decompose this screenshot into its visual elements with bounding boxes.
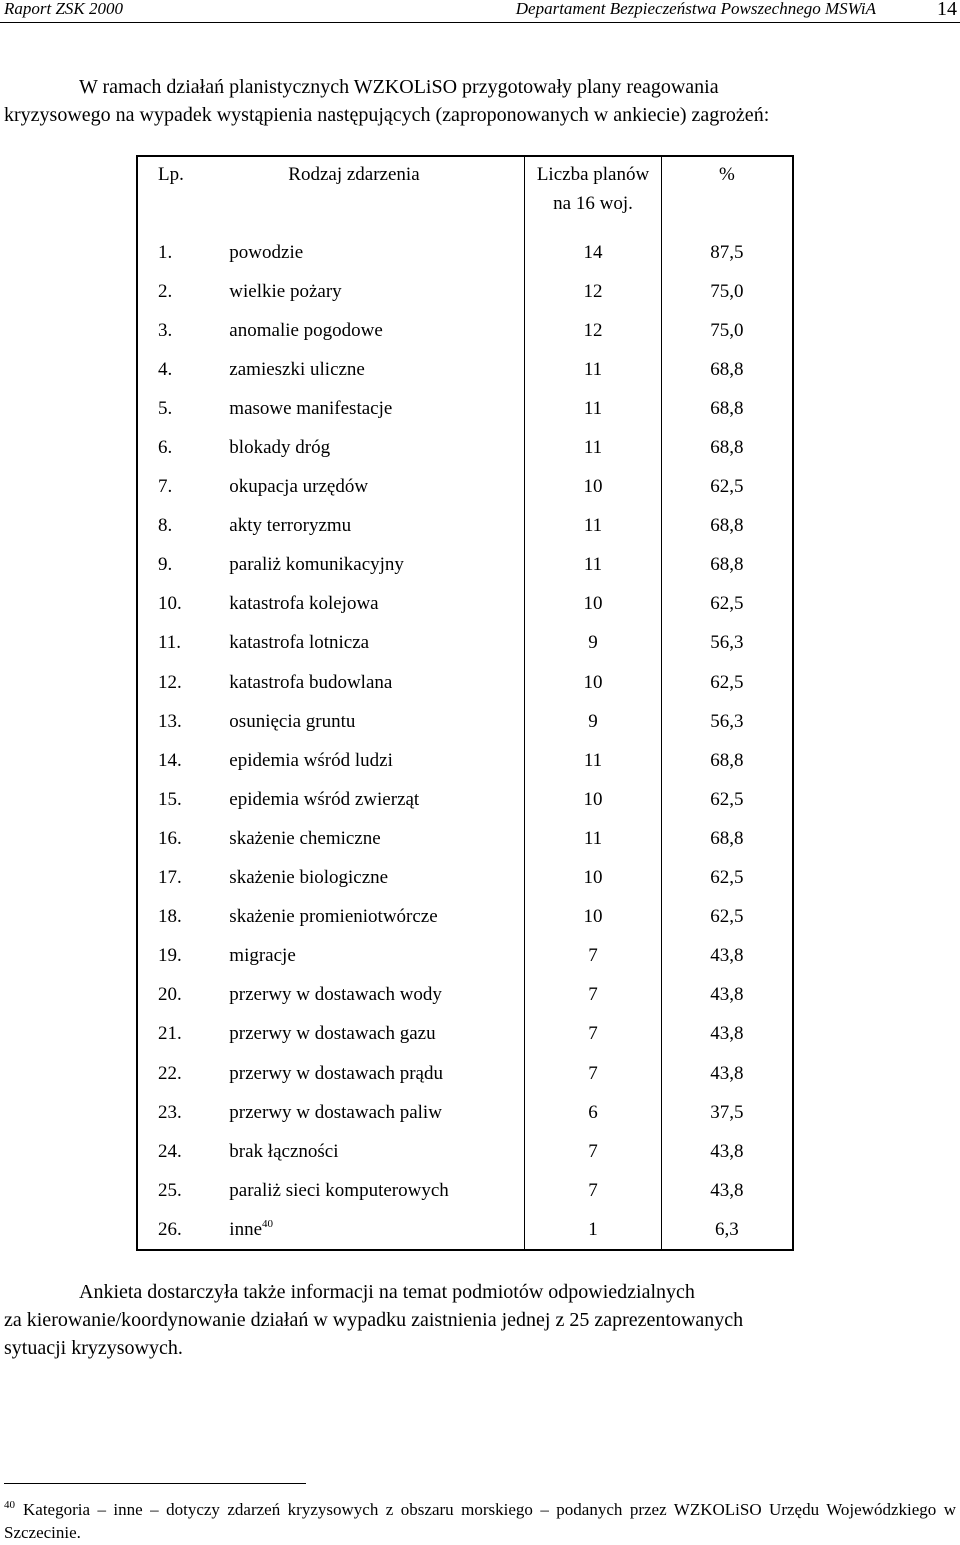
footnote-text: Kategoria – inne – dotyczy zdarzeń kryzysowych z obszaru morskiego – podanych przez WZKOLiSO Urzędu Wojewódzkiego w Szczecinie. <box>4 1500 956 1542</box>
row-plan-count: 12 <box>525 272 662 311</box>
row-percent: 68,8 <box>710 827 744 849</box>
row-lp: 17. <box>158 867 182 889</box>
row-percent: 68,8 <box>710 554 744 576</box>
body-paragraph <box>4 1278 956 1362</box>
row-plan-count: 7 <box>525 1015 662 1054</box>
table-row <box>137 1093 793 1132</box>
row-plan-count: 10 <box>525 585 662 624</box>
row-percent: 62,5 <box>710 476 744 498</box>
table-row <box>137 311 793 350</box>
footnote-separator <box>4 1483 306 1484</box>
table-row <box>137 624 793 663</box>
row-plan-count: 11 <box>525 741 662 780</box>
row-percent: 43,8 <box>710 1023 744 1045</box>
row-percent: 68,8 <box>710 749 744 771</box>
row-lp: 20. <box>158 984 182 1006</box>
row-lp: 24. <box>158 1140 182 1162</box>
row-event-name: przerwy w dostawach paliw <box>226 1093 524 1132</box>
row-event-name: skażenie biologiczne <box>226 859 524 898</box>
table-row <box>137 663 793 702</box>
table-row <box>137 585 793 624</box>
row-plan-count: 10 <box>525 663 662 702</box>
row-event-name: epidemia wśród zwierząt <box>226 780 524 819</box>
row-event-name: katastrofa budowlana <box>226 663 524 702</box>
row-event-name: przerwy w dostawach gazu <box>226 1015 524 1054</box>
table-row <box>137 898 793 937</box>
table-row <box>137 507 793 546</box>
row-event-name: zamieszki uliczne <box>226 350 524 389</box>
table-row <box>137 272 793 311</box>
table-row <box>137 1054 793 1093</box>
row-percent: 56,3 <box>710 632 744 654</box>
row-lp: 12. <box>158 671 182 693</box>
table-row <box>137 1015 793 1054</box>
row-lp: 5. <box>158 397 173 419</box>
row-percent: 75,0 <box>710 280 744 302</box>
row-lp: 13. <box>158 710 182 732</box>
row-event-name: akty terroryzmu <box>226 507 524 546</box>
department-name: Departament Bezpieczeństwa Powszechnego MSWiA <box>515 0 876 18</box>
row-lp: 10. <box>158 593 182 615</box>
row-percent: 62,5 <box>710 593 744 615</box>
row-lp: 4. <box>158 358 173 380</box>
row-lp: 1. <box>158 241 173 263</box>
row-lp: 2. <box>158 280 173 302</box>
row-lp: 22. <box>158 1062 182 1084</box>
row-lp: 16. <box>158 827 182 849</box>
intro-line-1: W ramach działań planistycznych WZKOLiSO przygotowały plany reagowania <box>79 76 719 98</box>
row-percent: 75,0 <box>710 319 744 341</box>
row-plan-count: 6 <box>525 1093 662 1132</box>
row-lp: 15. <box>158 788 182 810</box>
row-plan-count: 9 <box>525 624 662 663</box>
row-percent: 87,5 <box>710 241 744 263</box>
footnote <box>4 1494 956 1544</box>
row-plan-count: 11 <box>525 389 662 428</box>
row-event-name: przerwy w dostawach prądu <box>226 1054 524 1093</box>
row-plan-count: 11 <box>525 819 662 858</box>
row-percent: 43,8 <box>710 945 744 967</box>
row-event-name: migracje <box>226 937 524 976</box>
row-event-name: skażenie chemiczne <box>226 819 524 858</box>
table-row <box>137 389 793 428</box>
table-row <box>137 937 793 976</box>
row-percent: 68,8 <box>710 437 744 459</box>
header-plan-count: Liczba planów <box>525 156 662 193</box>
row-plan-count: 10 <box>525 898 662 937</box>
crisis-plans-table <box>136 155 794 1251</box>
table-row <box>137 1132 793 1171</box>
row-plan-count: 11 <box>525 350 662 389</box>
header-plan-count-sub: na 16 woj. <box>525 193 662 233</box>
row-percent: 43,8 <box>710 1140 744 1162</box>
row-event-name: epidemia wśród ludzi <box>226 741 524 780</box>
row-lp: 11. <box>158 632 182 654</box>
row-event-name: brak łączności <box>226 1132 524 1171</box>
row-plan-count: 7 <box>525 937 662 976</box>
row-event-name: osunięcia gruntu <box>226 702 524 741</box>
row-event-name: przerwy w dostawach wody <box>226 976 524 1015</box>
row-plan-count: 7 <box>525 1171 662 1210</box>
row-plan-count: 1 <box>525 1210 662 1250</box>
row-lp: 3. <box>158 319 173 341</box>
header-percent: % <box>719 164 735 185</box>
row-plan-count: 9 <box>525 702 662 741</box>
row-lp: 8. <box>158 515 173 537</box>
row-event-name: skażenie promieniotwórcze <box>226 898 524 937</box>
row-percent: 62,5 <box>710 906 744 928</box>
table-row <box>137 976 793 1015</box>
page-number: 14 <box>937 0 957 20</box>
row-lp: 26. <box>158 1218 182 1240</box>
table-row <box>137 819 793 858</box>
row-plan-count: 12 <box>525 311 662 350</box>
row-lp: 14. <box>158 749 182 771</box>
row-event-name: paraliż komunikacyjny <box>226 546 524 585</box>
header-lp: Lp. <box>158 164 184 185</box>
row-event-name: okupacja urzędów <box>226 468 524 507</box>
row-percent: 68,8 <box>710 358 744 380</box>
page-header <box>0 0 960 23</box>
para-line-2: za kierowanie/koordynowanie działań w wypadku zaistnienia jednej z 25 zaprezentowanych <box>4 1309 744 1331</box>
row-lp: 21. <box>158 1023 182 1045</box>
row-event-name: inne$^{40}$ <box>226 1210 524 1250</box>
row-plan-count: 7 <box>525 976 662 1015</box>
row-percent: 62,5 <box>710 867 744 889</box>
row-plan-count: 11 <box>525 507 662 546</box>
row-plan-count: 10 <box>525 859 662 898</box>
intro-line-2: kryzysowego na wypadek wystąpienia następujących (zaproponowanych w ankiecie) zagrożeń: <box>4 104 770 126</box>
row-lp: 19. <box>158 945 182 967</box>
table-row <box>137 233 793 272</box>
table-row <box>137 859 793 898</box>
row-event-name: wielkie pożary <box>226 272 524 311</box>
row-percent: 68,8 <box>710 515 744 537</box>
row-plan-count: 14 <box>525 233 662 272</box>
row-plan-count: 11 <box>525 428 662 467</box>
footnote-ref: 40 <box>262 1218 274 1231</box>
table-row <box>137 1171 793 1210</box>
row-percent: 56,3 <box>710 710 744 732</box>
row-event-name: katastrofa kolejowa <box>226 585 524 624</box>
row-event-name: katastrofa lotnicza <box>226 624 524 663</box>
row-lp: 6. <box>158 437 173 459</box>
row-lp: 23. <box>158 1101 182 1123</box>
row-percent: 68,8 <box>710 397 744 419</box>
row-event-name: masowe manifestacje <box>226 389 524 428</box>
row-lp: 25. <box>158 1179 182 1201</box>
row-percent: 43,8 <box>710 1179 744 1201</box>
row-percent: 43,8 <box>710 984 744 1006</box>
table-header-row <box>137 156 793 193</box>
table-header-row-2 <box>137 193 793 233</box>
header-event-type: Rodzaj zdarzenia <box>226 156 524 193</box>
table-row <box>137 1210 793 1250</box>
row-percent: 62,5 <box>710 671 744 693</box>
row-percent: 6,3 <box>715 1218 739 1240</box>
row-event-name: powodzie <box>226 233 524 272</box>
row-plan-count: 11 <box>525 546 662 585</box>
row-lp: 7. <box>158 476 173 498</box>
row-event-name: blokady dróg <box>226 428 524 467</box>
intro-paragraph <box>4 73 954 129</box>
para-line-3: sytuacji kryzysowych. <box>4 1337 183 1359</box>
table-row <box>137 546 793 585</box>
table-row <box>137 468 793 507</box>
table-row <box>137 350 793 389</box>
row-plan-count: 7 <box>525 1054 662 1093</box>
para-line-1: Ankieta dostarczyła także informacji na temat podmiotów odpowiedzialnych <box>79 1281 695 1303</box>
report-title: Raport ZSK 2000 <box>4 0 124 18</box>
row-plan-count: 7 <box>525 1132 662 1171</box>
row-percent: 37,5 <box>710 1101 744 1123</box>
row-lp: 9. <box>158 554 173 576</box>
footnote-number: 40 <box>4 1499 15 1511</box>
row-lp: 18. <box>158 906 182 928</box>
row-percent: 62,5 <box>710 788 744 810</box>
row-event-name: paraliż sieci komputerowych <box>226 1171 524 1210</box>
row-plan-count: 10 <box>525 780 662 819</box>
table-row <box>137 428 793 467</box>
table-row <box>137 780 793 819</box>
table-row <box>137 741 793 780</box>
row-plan-count: 10 <box>525 468 662 507</box>
row-percent: 43,8 <box>710 1062 744 1084</box>
row-event-name: anomalie pogodowe <box>226 311 524 350</box>
table-row <box>137 702 793 741</box>
